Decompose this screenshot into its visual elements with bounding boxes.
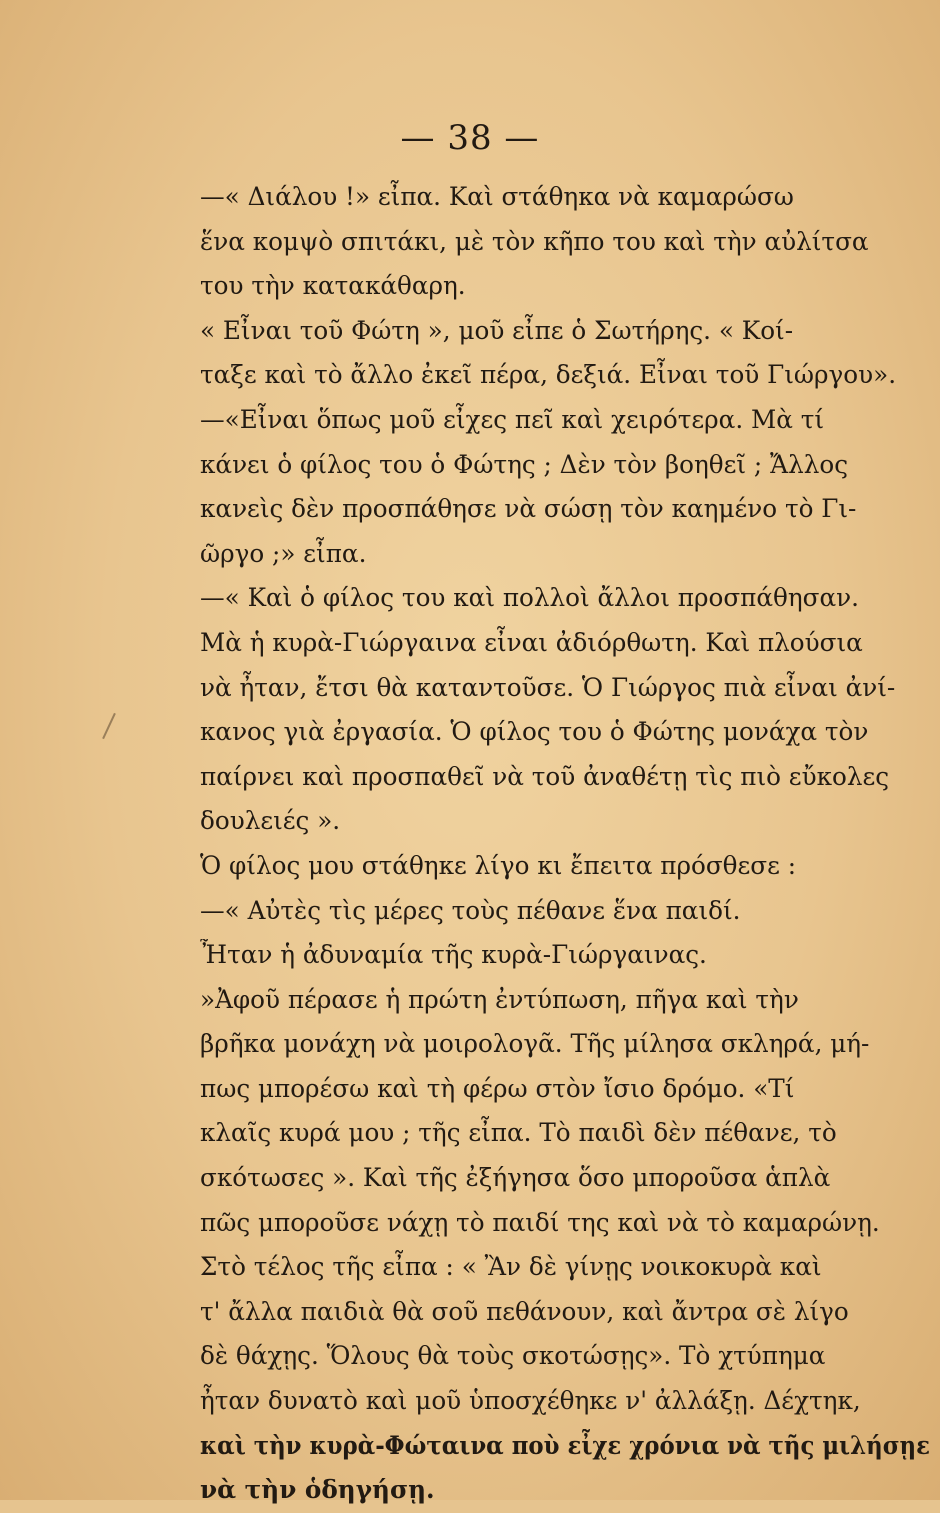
- text-line: Μὰ ἡ κυρὰ-Γιώργαινα εἶναι ἀδιόρθωτη. Καὶ πλούσια: [200, 627, 863, 657]
- text-line: καὶ τὴν κυρὰ-Φώταινα ποὺ εἶχε χρόνια νὰ τῆς μιλήσῃε: [200, 1430, 931, 1460]
- text-line: πως μπορέσω καὶ τὴ φέρω στὸν ἴσιο δρόμο. «Τί: [200, 1073, 795, 1103]
- text-line: κλαῖς κυρά μου ; τῆς εἶπα. Τὸ παιδὶ δὲν πέθανε, τὸ: [200, 1118, 837, 1148]
- text-line: τ' ἄλλα παιδιὰ θὰ σοῦ πεθάνουν, καὶ ἄντρα σὲ λίγο: [200, 1296, 849, 1326]
- text-line: ῶργο ;» εἶπα.: [200, 538, 367, 568]
- text-line: δὲ θάχῃς. Ὅλους θὰ τοὺς σκοτώσῃς». Τὸ χτύπημα: [200, 1341, 826, 1371]
- text-line: —« Διάλου !» εἶπα. Καὶ στάθηκα νὰ καμαρώσω: [200, 182, 794, 211]
- text-line: του τὴν κατακάθαρη.: [200, 271, 466, 301]
- text-line: »Ἀφοῦ πέρασε ἡ πρώτη ἐντύπωση, πῆγα καὶ τὴν: [200, 984, 799, 1014]
- text-line: —« Καὶ ὁ φίλος του καὶ πολλοὶ ἄλλοι προσπάθησαν.: [200, 583, 859, 613]
- text-line: κανος γιὰ ἐργασία. Ὁ φίλος του ὁ Φώτης μονάχα τὸν: [200, 717, 869, 747]
- body-text: [200, 175, 940, 1513]
- text-line: « Εἶναι τοῦ Φώτη », μοῦ εἶπε ὁ Σωτήρης. « Κοί-: [200, 315, 794, 345]
- text-line: νὰ ἦταν, ἔτσι θὰ καταντοῦσε. Ὁ Γιώργος πιὰ εἶναι ἀνί-: [200, 672, 896, 702]
- text-line: παίρνει καὶ προσπαθεῖ νὰ τοῦ ἀναθέτῃ τὶς πιὸ εὔκολες: [200, 761, 890, 791]
- margin-mark: [102, 713, 116, 739]
- text-line: δουλειές ».: [200, 806, 341, 836]
- text-line: —«Εἶναι ὅπως μοῦ εἶχες πεῖ καὶ χειρότερα. Μὰ τί: [200, 404, 825, 434]
- text-line: σκότωσες ». Καὶ τῆς ἐξήγησα ὅσο μποροῦσα ἁπλὰ: [200, 1163, 831, 1193]
- text-line: βρῆκα μονάχη νὰ μοιρολογᾶ. Τῆς μίλησα σκληρά, μή-: [200, 1029, 870, 1059]
- text-line: ἕνα κομψὸ σπιτάκι, μὲ τὸν κῆπο του καὶ τὴν αὐλίτσα: [200, 226, 869, 256]
- text-line: —« Αὐτὲς τὶς μέρες τοὺς πέθανε ἕνα παιδί.: [200, 895, 741, 925]
- text-line: ταξε καὶ τὸ ἄλλο ἐκεῖ πέρα, δεξιά. Εἶναι τοῦ Γιώργου».: [200, 360, 897, 390]
- text-line: Στὸ τέλος τῆς εἶπα : « Ἂν δὲ γίνῃς νοικοκυρὰ καὶ: [200, 1252, 822, 1282]
- text-line: νὰ τὴν ὁδηγήσῃ.: [200, 1475, 435, 1505]
- text-line: κανεὶς δὲν προσπάθησε νὰ σώσῃ τὸν καημένο τὸ Γι-: [200, 494, 857, 524]
- text-line: πῶς μποροῦσε νάχῃ τὸ παιδί της καὶ νὰ τὸ καμαρώνῃ.: [200, 1207, 880, 1237]
- text-line: ἦταν δυνατὸ καὶ μοῦ ὑποσχέθηκε ν' ἀλλάξῃ. Δέχτηκ,: [200, 1386, 861, 1416]
- text-line: κάνει ὁ φίλος του ὁ Φώτης ; Δὲν τὸν βοηθεῖ ; Ἄλλος: [200, 449, 849, 479]
- text-line: Ἦταν ἡ ἀδυναμία τῆς κυρὰ-Γιώργαινας.: [200, 940, 707, 970]
- text-line: Ὁ φίλος μου στάθηκε λίγο κι ἔπειτα πρόσθεσε :: [200, 850, 797, 880]
- page-number: — 38 —: [400, 118, 540, 158]
